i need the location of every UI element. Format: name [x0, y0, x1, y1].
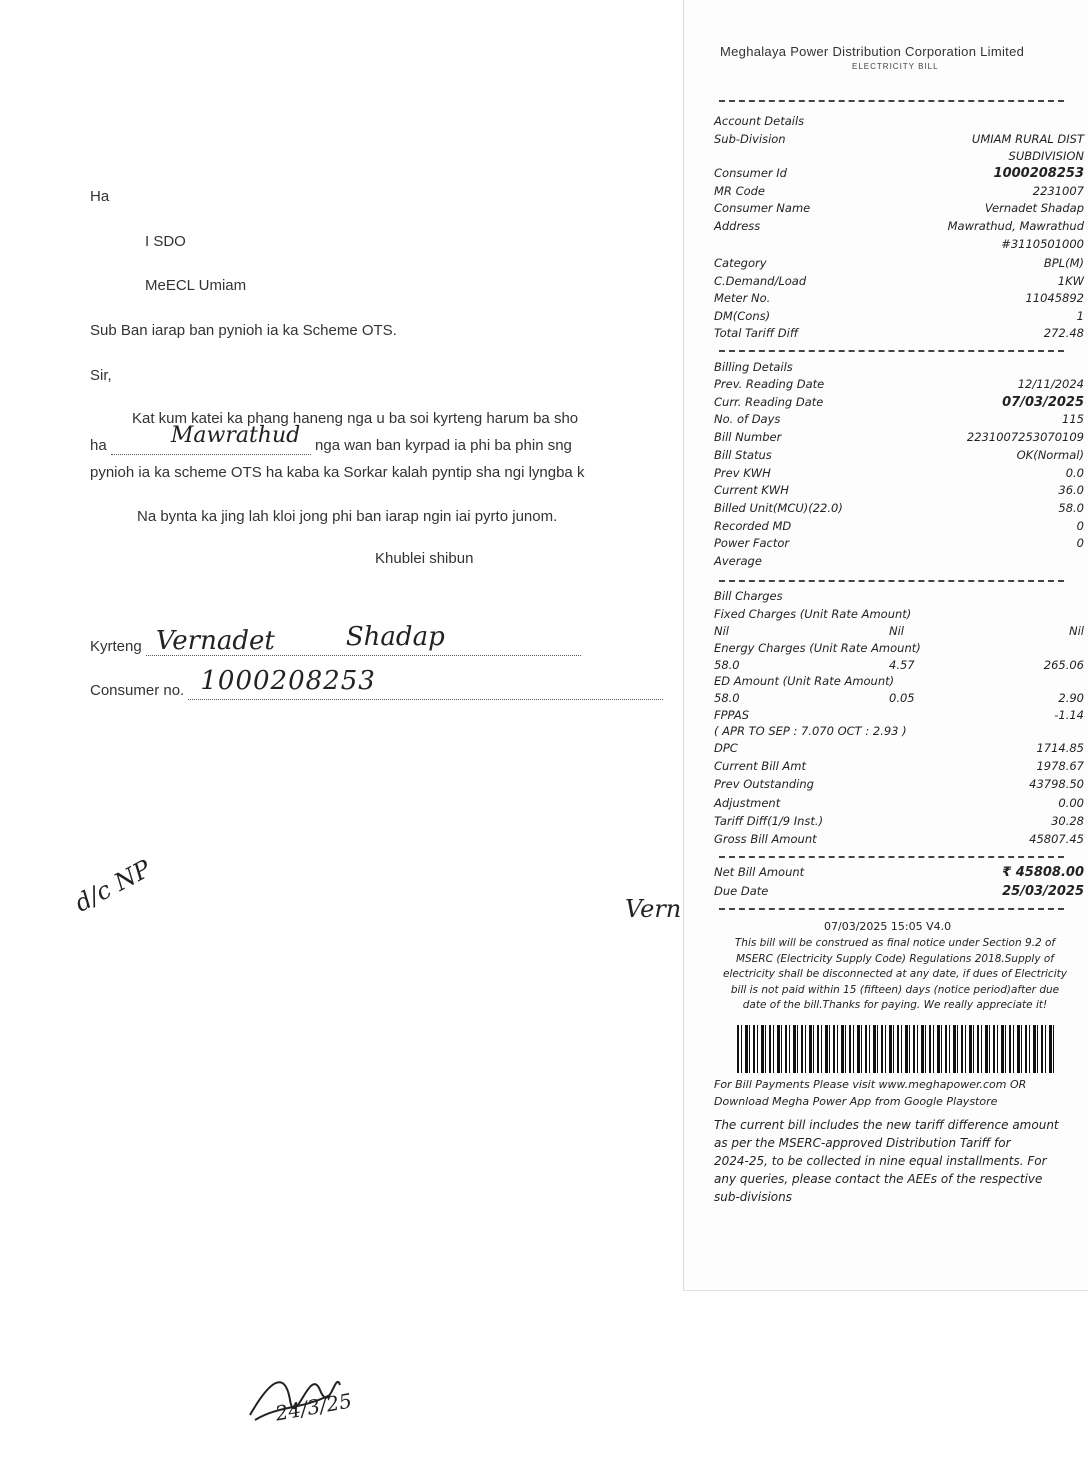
- row-value: 25/03/2025: [1002, 884, 1084, 899]
- receipt-row: [714, 309, 1084, 327]
- row-rate: 4.57: [889, 658, 915, 672]
- row-label: Power Factor: [714, 536, 790, 551]
- receipt-row: [714, 201, 1084, 219]
- letter-name-handwritten-last: Shadap: [345, 622, 445, 652]
- row-value: Mawrathud, Mawrathud: [947, 218, 1084, 233]
- receipt-divider: [719, 100, 1064, 102]
- barcode: [737, 1025, 1055, 1073]
- row-label: C.Demand/Load: [714, 273, 807, 288]
- row-value: 45807.45: [1029, 832, 1084, 846]
- text-line: MSERC (Electricity Supply Code) Regulations 2018.Supply of: [736, 952, 1054, 965]
- text-line: bill is not paid within 15 (fifteen) days (notice period)after due: [730, 983, 1060, 996]
- row-label: Total Tariff Diff: [714, 326, 799, 340]
- letter-consumer-handwritten: 1000208253: [200, 666, 376, 696]
- receipt-row: [714, 501, 1084, 519]
- row-label: Current KWH: [714, 483, 789, 498]
- receipt-row: [714, 554, 1084, 572]
- row-label: Prev KWH: [714, 465, 771, 480]
- row-rate: Nil: [889, 624, 904, 638]
- row-unit: 58.0: [714, 658, 740, 672]
- letter-para1-prefix: ha: [90, 437, 107, 454]
- row-label: Adjustment: [714, 795, 781, 810]
- receipt-divider: [719, 908, 1064, 910]
- receipt-row: [714, 519, 1084, 537]
- receipt-row: [714, 291, 1084, 309]
- receipt-row: [714, 184, 1084, 202]
- row-amount: 265.06: [1043, 658, 1084, 672]
- receipt-row: [714, 377, 1084, 395]
- receipt-row: [714, 759, 1084, 777]
- row-value: 1: [1076, 308, 1084, 323]
- letter-name-handwritten-first: Vernadet: [155, 626, 275, 656]
- payment-info: [714, 1076, 1079, 1110]
- margin-note-handwritten: d/c NP: [70, 854, 156, 918]
- row-label: Category: [714, 256, 767, 270]
- letter-name-label: Kyrteng: [90, 638, 142, 655]
- receipt-row: [714, 796, 1084, 814]
- receipt-row: [714, 466, 1084, 484]
- text-line: 2024-25, to be collected in nine equal installments. For: [714, 1154, 1047, 1168]
- row-label: FPPAS: [714, 708, 750, 722]
- letter-consumer-blank: [188, 666, 663, 700]
- letter-para1-suffix: nga wan ban kyrpad ia phi ba phin sng: [315, 437, 572, 454]
- fixed-charges-header: Fixed Charges (Unit Rate Amount): [714, 607, 912, 621]
- receipt-row: [714, 166, 1084, 184]
- receipt-row: [714, 412, 1084, 430]
- row-value: ₹ 45808.00: [1002, 865, 1084, 880]
- row-value: 0: [1076, 536, 1084, 551]
- tariff-note: [714, 1116, 1079, 1206]
- row-value: 1000208253: [993, 166, 1084, 181]
- row-value: 0.00: [1058, 795, 1084, 810]
- row-label: Current Bill Amt: [714, 759, 807, 774]
- receipt-row: [714, 741, 1084, 759]
- receipt-divider: [719, 580, 1064, 582]
- row-value: 1978.67: [1036, 759, 1084, 774]
- account-section-title: Account Details: [714, 114, 805, 128]
- row-label: MR Code: [714, 183, 766, 198]
- letter-salutation-to: Ha: [90, 188, 110, 205]
- text-line: This bill will be construed as final notice under Section 9.2 of: [734, 937, 1056, 949]
- row-label: No. of Days: [714, 412, 781, 427]
- row-value: 30.28: [1051, 813, 1084, 828]
- receipt-row: [714, 777, 1084, 795]
- letter-consumer-line: [90, 666, 663, 700]
- letter-para1-line1: Kat kum katei ka phang haneng nga u ba soi kyrteng harum ba sho: [132, 410, 579, 427]
- row-value: 272.48: [1043, 326, 1084, 340]
- disconnection-notice: [714, 936, 1076, 1014]
- row-value: 1KW: [1057, 273, 1084, 288]
- address-row-2: [714, 237, 1084, 255]
- ed-amount-header: ED Amount (Unit Rate Amount): [714, 674, 895, 688]
- due-date-row: [714, 884, 1084, 902]
- row-label: Prev Outstanding: [714, 777, 814, 792]
- row-value: 0: [1076, 518, 1084, 533]
- row-label: Sub-Division: [714, 132, 786, 146]
- row-value: 11045892: [1025, 291, 1084, 305]
- letter-place-blank: [111, 423, 311, 455]
- text-line: For Bill Payments Please visit www.meghapower.com OR: [714, 1078, 1027, 1091]
- electricity-bill-receipt: [683, 0, 1088, 1291]
- row-value: 115: [1062, 412, 1084, 427]
- row-label: Prev. Reading Date: [714, 377, 825, 391]
- text-line: The current bill includes the new tariff difference amount: [714, 1118, 1059, 1132]
- sub-division-row: [714, 132, 1084, 150]
- row-label: Address: [714, 218, 761, 233]
- row-unit: Nil: [714, 624, 729, 638]
- energy-charges-header: Energy Charges (Unit Rate Amount): [714, 641, 921, 655]
- row-value: SUBDIVISION: [1008, 149, 1084, 163]
- text-line: as per the MSERC-approved Distribution Tariff for: [714, 1136, 1011, 1150]
- net-bill-row: [714, 865, 1084, 883]
- row-value: UMIAM RURAL DIST: [971, 132, 1084, 146]
- row-label: Recorded MD: [714, 518, 792, 533]
- receipt-row: [714, 448, 1084, 466]
- receipt-divider: [719, 350, 1064, 352]
- row-value: #3110501000: [1001, 237, 1084, 251]
- ed-amount-row: [714, 691, 1084, 709]
- row-value: 12/11/2024: [1017, 377, 1084, 391]
- row-value: Vernadet Shadap: [984, 201, 1084, 215]
- letter-name-blank: [146, 622, 581, 656]
- row-amount: 2.90: [1058, 691, 1084, 705]
- row-label: DPC: [714, 741, 738, 755]
- letter-name-line: [90, 622, 581, 656]
- row-value: 0.0: [1065, 465, 1084, 480]
- row-value: BPL(M): [1043, 256, 1084, 270]
- letter-para1-line3: pynioh ia ka scheme OTS ha kaba ka Sorkar kalah pyntip sha ngi lyngba k: [90, 464, 585, 481]
- row-label: Due Date: [714, 884, 769, 898]
- receipt-row: [714, 483, 1084, 501]
- fppas-note: ( APR TO SEP : 7.070 OCT : 2.93 ): [714, 724, 907, 738]
- bottom-signature-date-handwritten: 24/3/25: [273, 1388, 354, 1426]
- row-label: Gross Bill Amount: [714, 832, 817, 846]
- letter-subject: Sub Ban iarap ban pynioh ia ka Scheme OTS.: [90, 322, 397, 339]
- row-label: DM(Cons): [714, 308, 771, 323]
- letter-closing: Khublei shibun: [375, 550, 474, 567]
- receipt-timestamp: 07/03/2025 15:05 V4.0: [824, 920, 952, 933]
- row-value: 1714.85: [1036, 741, 1084, 755]
- receipt-row: [714, 430, 1084, 448]
- row-value: 36.0: [1058, 483, 1084, 498]
- text-line: electricity shall be disconnected at any date, if dues of Electricity: [723, 968, 1067, 980]
- row-amount: Nil: [1069, 624, 1084, 638]
- row-label: Tariff Diff(1/9 Inst.): [714, 813, 824, 828]
- row-label: Average: [714, 554, 762, 568]
- letter-para2: Na bynta ka jing lah kloi jong phi ban iarap ngin iai pyrto junom.: [137, 508, 558, 525]
- row-label: Curr. Reading Date: [714, 394, 824, 409]
- receipt-row: [714, 274, 1084, 292]
- receipt-row: [714, 832, 1084, 850]
- row-label: Net Bill Amount: [714, 865, 805, 879]
- row-rate: 0.05: [889, 691, 915, 705]
- text-line: sub-divisions: [714, 1190, 792, 1204]
- row-label: Consumer Id: [714, 166, 787, 180]
- row-value: 58.0: [1058, 500, 1084, 515]
- receipt-row: [714, 395, 1084, 413]
- letter-para1-line2: [90, 423, 572, 455]
- row-value: -1.14: [1054, 708, 1084, 722]
- receipt-row: [714, 814, 1084, 832]
- letter-recipient: I SDO: [145, 233, 186, 250]
- row-value: 43798.50: [1029, 777, 1084, 792]
- billing-section-title: Billing Details: [714, 360, 793, 374]
- row-label: Meter No.: [714, 291, 771, 305]
- receipt-row: [714, 326, 1084, 344]
- row-label: Bill Number: [714, 430, 782, 445]
- row-value: OK(Normal): [1016, 447, 1084, 462]
- row-value: 2231007253070109: [966, 430, 1084, 445]
- letter-place-handwritten: Mawrathud: [170, 423, 301, 448]
- receipt-row: [714, 256, 1084, 274]
- signature-cut-handwritten: Vern: [625, 895, 682, 923]
- row-label: Bill Status: [714, 447, 772, 462]
- letter-consumer-label: Consumer no.: [90, 682, 185, 699]
- receipt-row: [714, 536, 1084, 554]
- text-line: Download Megha Power App from Google Playstore: [714, 1095, 998, 1108]
- text-line: date of the bill.Thanks for paying. We really appreciate it!: [742, 999, 1048, 1011]
- row-label: Billed Unit(MCU)(22.0): [714, 500, 843, 515]
- text-line: any queries, please contact the AEEs of the respective: [714, 1172, 1043, 1186]
- receipt-divider: [719, 856, 1064, 858]
- fixed-charges-row: [714, 624, 1084, 642]
- receipt-company: Meghalaya Power Distribution Corporation Limited: [720, 44, 1025, 59]
- row-unit: 58.0: [714, 691, 740, 705]
- letter-sir: Sir,: [90, 367, 112, 384]
- sub-division-row-2: [714, 149, 1084, 167]
- row-label: Consumer Name: [714, 201, 811, 215]
- receipt-row: [714, 219, 1084, 237]
- letter-office: MeECL Umiam: [145, 277, 247, 294]
- row-value: 2231007: [1032, 183, 1084, 198]
- row-value: 07/03/2025: [1002, 394, 1084, 410]
- receipt-doc-type: ELECTRICITY BILL: [852, 62, 939, 71]
- charges-section-title: Bill Charges: [714, 589, 783, 603]
